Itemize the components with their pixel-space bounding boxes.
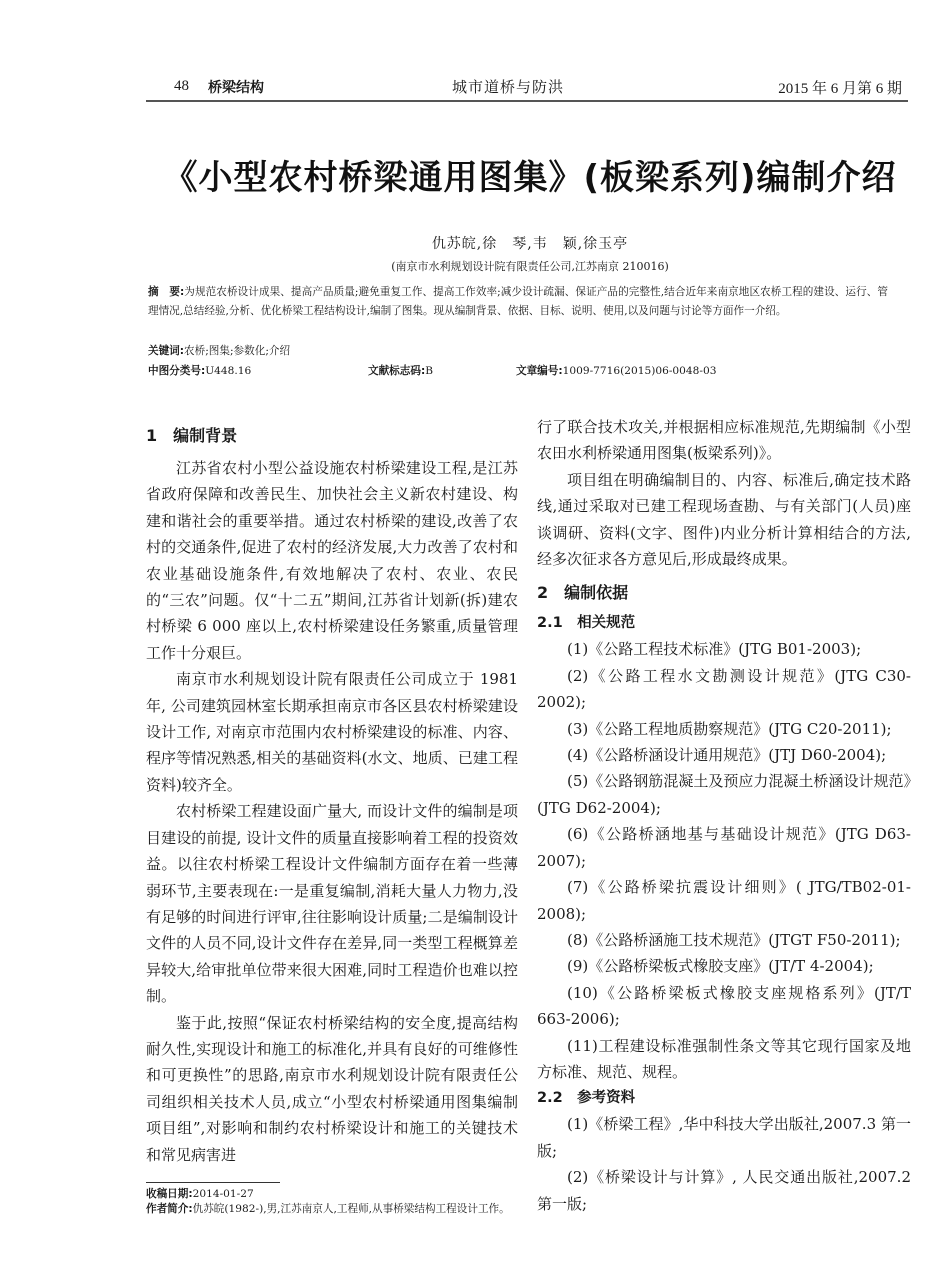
received-label: 收稿日期: [146, 1187, 193, 1200]
article-number [516, 363, 716, 379]
section-2-heading: 2 编制依据 [537, 583, 629, 603]
footnote [146, 1187, 518, 1217]
standard-item: (1)《公路工程技术标准》(JTG B01-2003); [567, 640, 862, 659]
document-code [368, 363, 433, 379]
article-label: 文章编号: [516, 365, 563, 377]
issue-info: 2015 年 6 月第 6 期 [778, 81, 902, 97]
standard-item: (5)《公路钢筋混凝土及预应力混凝土桥涵设计规范》(JTG D62-2004); [537, 772, 911, 817]
affiliation: (南京市水利规划设计院有限责任公司,江苏南京 210016) [391, 260, 669, 273]
section-1-continuation: 行了联合技术攻关,并根据相应标准规范,先期编制《小型农田水利桥梁通用图集(板梁系列)》。 [537, 418, 911, 463]
received-value: 2014-01-27 [192, 1187, 254, 1200]
running-header [152, 76, 902, 98]
right-column [537, 414, 911, 1217]
doc-value: B [425, 365, 434, 377]
article-value: 1009-7716(2015)06-0048-03 [562, 365, 717, 377]
abstract [148, 283, 888, 321]
keywords [148, 343, 290, 359]
standard-item: (8)《公路桥涵施工技术规范》(JTGT F50-2011); [567, 930, 901, 949]
classification-line [148, 363, 888, 379]
section-1-paragraph: 南京市水利规划设计院有限责任公司成立于 1981 年, 公司建筑园林室长期承担南京市各区县农村桥梁建设设计工作, 对南京市范围内农村桥梁建设的标准、内容、程序等情况熟悉,相关的基础资料(水文、地质、已建工程资料)较齐全。 [146, 670, 518, 794]
standard-item: (10)《公路桥梁板式橡胶支座规格系列》(JT/T 663-2006); [537, 983, 911, 1029]
section-1-paragraph: 农村桥梁工程建设面广量大, 而设计文件的编制是项目建设的前提, 设计文件的质量直接影响着工程的投资效益。以往农村桥梁工程设计文件编制方面存在着一些薄弱环节,主要表现在:一是重复编制,消耗大量人力物力,没有足够的时间进行评审,往往影响设计质量;二是编制设计文件的人员不同,设计文件存在差异,同一类型工程概算差异较大,给审批单位带来很大困难,同时工程造价也难以控制。 [146, 802, 518, 1006]
reference-item: (1)《桥梁工程》,华中科技大学出版社,2007.3 第一版; [537, 1115, 911, 1160]
abstract-label: 摘 要: [148, 286, 185, 298]
clc-code [148, 363, 251, 379]
left-column [146, 423, 518, 1217]
bio-label: 作者简介: [146, 1202, 193, 1215]
standard-item: (6)《公路桥涵地基与基础设计规范》(JTG D63-2007); [537, 825, 911, 870]
section-1-heading: 1 编制背景 [146, 426, 238, 445]
subsection-2-2-heading: 2.2 参考资料 [537, 1090, 636, 1107]
keywords-label: 关键词: [148, 345, 185, 357]
section-1-paragraph: 鉴于此,按照“保证农村桥梁结构的安全度,提高结构耐久性,实现设计和施工的标准化,并具有良好的可维修性和可更换性”的思路,南京市水利规划设计院有限责任公司组织相关技术人员,成立“小型农村桥梁通用图集编制项目组”,对影响和制约农村桥梁设计和施工的关键技术和常见病害进 [146, 1013, 518, 1164]
subsection-2-1-heading: 2.1 相关规范 [537, 615, 636, 632]
bio-text: 仇苏皖(1982-),男,江苏南京人,工程师,从事桥梁结构工程设计工作。 [192, 1202, 510, 1215]
standard-item: (7)《公路桥梁抗震设计细则》( JTG/TB02-01-2008); [537, 878, 911, 923]
authors: 仇苏皖,徐 琴,韦 颖,徐玉亭 [431, 236, 629, 252]
section-name: 桥梁结构 [208, 80, 264, 96]
standard-item: (3)《公路工程地质勘察规范》(JTG C20-2011); [567, 719, 892, 738]
section-1-paragraph: 项目组在明确编制目的、内容、标准后,确定技术路线,通过采取对已建工程现场查勘、与有关部门(人员)座谈调研、资料(文字、图件)内业分析计算相结合的方法,经多次征求各方意见后,形成最终成果。 [537, 470, 911, 569]
footnote-rule [146, 1182, 280, 1183]
journal-name: 城市道桥与防洪 [452, 78, 565, 96]
reference-item: (2)《桥梁设计与计算》, 人民交通出版社,2007.2 第一版; [537, 1168, 911, 1213]
article-title: 《小型农村桥梁通用图集》(板梁系列)编制介绍 [163, 158, 897, 198]
keywords-text: 农桥;图集;参数化;介绍 [184, 345, 291, 357]
clc-value: U448.16 [205, 365, 252, 377]
author-bio [146, 1202, 518, 1217]
standard-item: (4)《公路桥涵设计通用规范》(JTJ D60-2004); [567, 746, 887, 765]
doc-label: 文献标志码: [368, 365, 426, 377]
footnote-area [146, 1182, 518, 1217]
section-1-paragraph: 江苏省农村小型公益设施农村桥梁建设工程,是江苏省政府保障和改善民生、加快社会主义新农村建设、构建和谐社会的重要举措。通过农村桥梁的建设,改善了农村的交通条件,促进了农村的经济发展,大力改善了农村和农业基础设施条件,有效地解决了农村、农业、农民的“三农”问题。仅“十二五”期间,江苏省计划新(拆)建农村桥梁 6 000 座以上,农村桥梁建设任务繁重,质量管理工作十分艰巨。 [146, 459, 518, 662]
page-number: 48 [174, 78, 189, 94]
standard-item: (9)《公路桥梁板式橡胶支座》(JT/T 4-2004); [567, 957, 874, 976]
standard-item: (11)工程建设标准强制性条文等其它现行国家及地方标准、规范、规程。 [537, 1036, 911, 1081]
header-rule [146, 100, 908, 102]
standard-item: (2)《公路工程水文勘测设计规范》(JTG C30-2002); [537, 666, 911, 712]
received-date [146, 1187, 518, 1202]
clc-label: 中图分类号: [148, 365, 206, 377]
abstract-text: 为规范农桥设计成果、提高产品质量;避免重复工作、提高工作效率;减少设计疏漏、保证产品的完整性,结合近年来南京地区农桥工程的建设、运行、管理情况,总结经验,分析、优化桥梁工程结构设计,编制了图集。现从编制背景、依据、目标、说明、使用,以及问题与讨论等方面作一介绍。 [148, 286, 888, 317]
